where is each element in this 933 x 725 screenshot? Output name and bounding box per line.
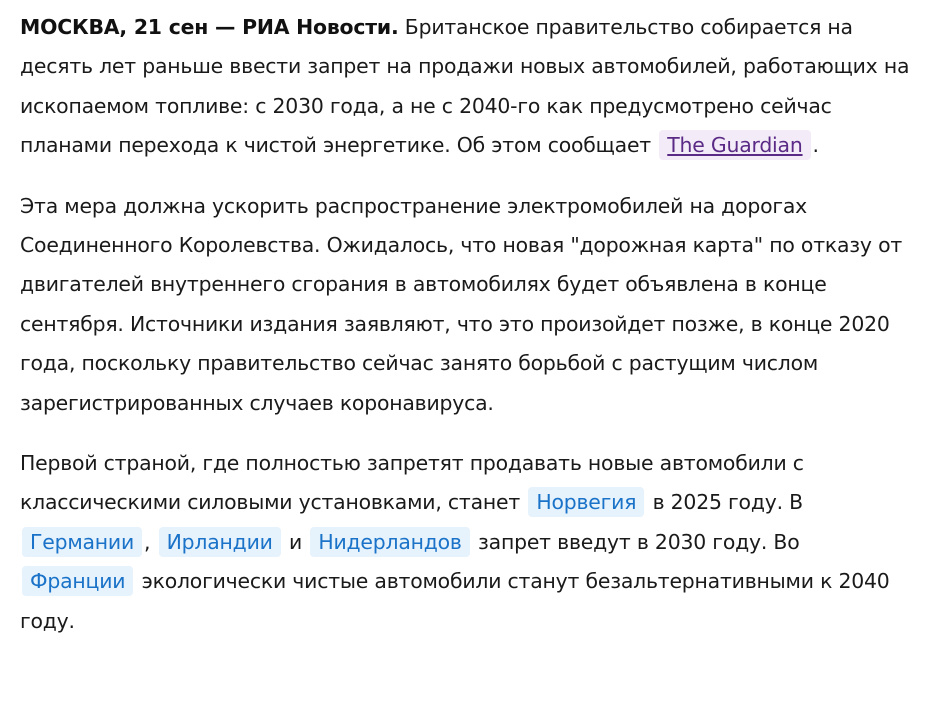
- paragraph-3-text-c: ,: [144, 529, 157, 554]
- tag-link-france[interactable]: Франции: [30, 569, 126, 594]
- source-chip: [659, 130, 810, 160]
- source-link-the-guardian[interactable]: The Guardian: [667, 133, 803, 158]
- tag-chip-germany: [22, 527, 142, 557]
- paragraph-3-text-b: в 2025 году. В: [646, 490, 803, 515]
- tag-chip-france: [22, 566, 133, 596]
- paragraph-3: [20, 444, 913, 641]
- tag-link-netherlands[interactable]: Нидерландов: [318, 529, 462, 554]
- dateline: МОСКВА, 21 сен — РИА Новости.: [20, 15, 399, 39]
- paragraph-1: [20, 8, 913, 166]
- paragraph-3-text-d: и: [282, 529, 309, 554]
- tag-chip-netherlands: [310, 527, 469, 557]
- paragraph-3-text-a: Первой страной, где полностью запретят продавать новые автомобили с классическими силовыми установками, станет: [20, 451, 804, 515]
- tag-link-germany[interactable]: Германии: [30, 529, 135, 554]
- paragraph-3-text-f: экологически чистые автомобили станут безальтернативными к 2040 году.: [20, 569, 890, 633]
- paragraph-1-text-a: Британское правительство собирается на десять лет раньше ввести запрет на продажи новых автомобилей, работающих на ископаемом топливе: с 2030 года, а не с 2040-го как предусмотрено сейчас планами перехода к чистой энергетике. Об этом сообщает: [20, 15, 910, 158]
- paragraph-3-text-e: запрет введут в 2030 году. Во: [471, 529, 800, 554]
- paragraph-1-text-b: .: [812, 133, 819, 158]
- tag-link-ireland[interactable]: Ирландии: [166, 529, 273, 554]
- paragraph-2: Эта мера должна ускорить распространение электромобилей на дорогах Соединенного Королевства. Ожидалось, что новая "дорожная карта" по отказу от двигателей внутреннего сгорания в автомобилях будет объявлена в конце сентября. Источники издания заявляют, что это произойдет позже, в конце 2020 года, поскольку правительство сейчас занято борьбой с растущим числом зарегистрированных случаев коронавируса.: [20, 193, 903, 415]
- tag-link-norway[interactable]: Норвегия: [536, 490, 637, 515]
- tag-chip-norway: [528, 487, 644, 517]
- tag-chip-ireland: [159, 527, 281, 557]
